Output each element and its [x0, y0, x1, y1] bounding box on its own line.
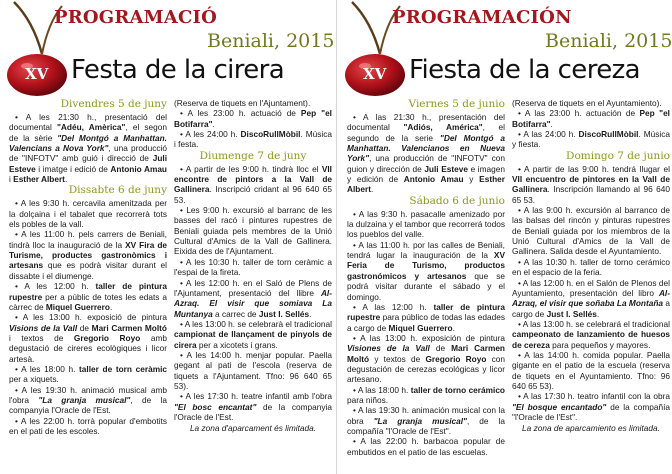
- day-heading-friday: Viernes 5 de junio: [408, 98, 505, 110]
- header: [340, 0, 672, 96]
- event: • A las 21:30 h., presentación del documental "Adiós, América", el segundo de la serie "Del Montgó a Manhattan. Valencianos en Nueva York", una producción de "INFOTV" con guion y dirección de Juli Esteve e imagen y edición de Antonio Amau y Esther Albert.: [347, 112, 506, 195]
- event: (Reserva de tiquets en el Ayuntamiento).: [512, 98, 662, 108]
- day-heading-sunday: Diumenge 7 de juny: [199, 149, 307, 162]
- column-2: [174, 98, 332, 434]
- event: • A les 13:00 h. exposició de pintura Visions de la Vall de Mari Carmen Moltó i textos de Gregorio Royo amb degustació de cireres ecològiques i licor artesà.: [9, 312, 167, 364]
- event: (Reserva de tiquets en l'Ajuntament).: [174, 98, 311, 108]
- panel-divider: [336, 0, 337, 474]
- event: • A partir de les 9:00 h. tindrà lloc el VII encontre de pintors a la Vall de Gallinera. Inscripció cridant al 96 640 65 53.: [174, 163, 332, 205]
- event: • A les 12:00 h. en el Saló de Plens de l'Ajuntament, presentació del llibre Al-Azraq. El visir que somiava La Muntanya a carrec de Just I. Sellés.: [174, 277, 332, 319]
- event: • A les 11:00 h. pels carrers de Beniali, tindrà lloc la inauguració de la XV Fira de Turisme, productes gastronòmics i artesans que es podrà visitar durant el dissabte i el diumenge.: [9, 229, 168, 281]
- event: • Les 9:00 h. excursió al barranc de les basses del racó i pintures rupestres de Beniali guiada pels membres de la Unió Cultural d'Amics de la Vall de Gallinera. Eixida des de l'Ajuntament.: [174, 205, 332, 257]
- event: • A las 9:30 h. pasacalle amenizado por la dulzaina y el tambor que recorrerá todos los pueblos del valle.: [347, 208, 505, 240]
- event: • A las 24:00 h. DiscoRullMòbil. Música y fiesta.: [512, 129, 670, 150]
- event: • A las 14:00 h. comida popular. Paella gigante en el patio de la escuela (reserva de tiquets en el Ayuntamiento. Tfno: 96 640 65 53).: [512, 349, 670, 391]
- event: • A les 18:00 h. taller de torn ceràmic per a xiquets.: [9, 363, 167, 385]
- programme-panel-castilian: [340, 0, 672, 474]
- event: • A las 13:00 h. se celebrará el tradicional campeonato de lanzamiento de huesos de cereza para pequeños y mayores.: [512, 318, 670, 350]
- day-heading-friday: Divendres 5 de juny: [60, 98, 167, 110]
- event: • A las 19:30 h. animación musical con la obra "La granja musical", de la compañía "l'Oracle de l'Est".: [347, 405, 505, 436]
- event: • A las 13:00 h. exposición de pintura Visiones de la Vall de Mari Carmen Moltó y textos de Gregorio Royo con degustación de cerezas ecológicas y licor artesano.: [347, 332, 506, 385]
- parking-note: La zona d'aparcament és limitada.: [189, 423, 317, 434]
- edition-number: XV: [25, 65, 49, 83]
- event: • A las 17:30 h. teatro infantil con la obra "El bosque encantado" de la compañía "l'Oracle de l'Est".: [512, 391, 670, 422]
- event: • A las 22:00 h. barbacoa popular de embutidos en el patio de las escuelas.: [347, 436, 505, 457]
- day-heading-saturday: Dissabte 6 de juny: [68, 184, 167, 197]
- town-year: Beniali, 2015: [545, 30, 672, 52]
- day-heading-saturday: Sábado 6 de junio: [409, 194, 505, 207]
- event: • A las 12:00 h. taller de pintura rupestre para público de todas las edades a cargo de Miquel Guerrero.: [347, 301, 505, 333]
- programme-body: [340, 98, 669, 474]
- event: • A les 24:00 h. DiscoRullMòbil. Música i festa.: [174, 129, 332, 150]
- programme-heading: PROGRAMACIÓ: [54, 7, 217, 28]
- programme-heading: PROGRAMACIÓN: [392, 7, 572, 28]
- programme-body: [2, 98, 331, 474]
- event: • A las 9:00 h. excursión al barranco de las balsas del rincón y pinturas rupestres de Beniali guiada por los miembros de la Unió Cultural d'Amics de la Vall de Gallinera. Salida desde el Ayuntamiento.: [512, 205, 670, 257]
- parking-note: La zona de aparcamiento es limitada.: [522, 423, 660, 434]
- event: • A las 10:30 h. taller de torno cerámico en el espacio de la feria.: [512, 256, 670, 278]
- edition-number: XV: [363, 65, 387, 83]
- event: • A les 9:30 h. cercavila amenitzada per la dolçaina i el tabalet que recorrerà tots els pobles de la vall.: [9, 198, 167, 230]
- event: • A les 21:30 h., presentació del documental "Adéu, Amèrica", el segon de la sèrie "Del Montgó a Manhattan. Valencians a Nova York", una producció de "INFOTV" amb guió i direcció de Juli Esteve i imatge i edició de Antonio Amau i Esther Albert.: [9, 112, 168, 185]
- event: • A las 11:00 h. por las calles de Beniali, tendrá lugar la inauguración de la XV Feria de Turismo, productos gastronómicos y artesanos que se podrá visitar durante el sábado y el domingo.: [347, 239, 505, 302]
- header: [2, 0, 335, 96]
- festival-title: Fiesta de la cereza: [409, 55, 640, 85]
- event: • A las 12:00 h. en el Salón de Plenos del Ayuntamiento, presentación del libro Al-Azraq, el visir que soñaba La Montaña a cargo de Just I. Sellés.: [512, 277, 670, 319]
- event: • A les 17:30 h. teatre infantil amb l'obra "El bosc encantat" de la companyia l'Oracle de l'Est.: [174, 391, 332, 422]
- column-2: [512, 98, 670, 434]
- day-heading-sunday: Domingo 7 de junio: [566, 149, 670, 162]
- event: • A les 23:00 h. actuació de Pep "el Botifarra".: [174, 108, 332, 129]
- event: • A les 10:30 h. taller de torn ceràmic a l'espai de la fireta.: [174, 256, 332, 278]
- town-year: Beniali, 2015: [207, 30, 335, 52]
- event: • A les 19:30 h. animació musical amb l'obra "La granja musical", de la companyia l'Oracle de l'Est.: [9, 384, 167, 416]
- column-1: [347, 98, 505, 457]
- event: • A les 22:00 h. torrà popular d'embotits en el pati de les escoles.: [9, 415, 167, 436]
- column-1: [9, 98, 167, 436]
- programme-panel-valencian: [2, 0, 335, 474]
- event: • A les 14:00 h. menjar popular. Paella gegant al pati de l'escola (reserva de tiquets a l'Ajuntament. Tfno: 96 640 65 53).: [174, 349, 332, 391]
- event: • A les 13:00 h. se celebrarà el tradicional campionat de llançament de pinyols de cirera per a xicotets i grans.: [174, 318, 332, 350]
- event: • A las 18:00 h. taller de torno cerámico para niños.: [347, 384, 506, 405]
- event: • A las 23:00 h. actuación de Pep "el Botifarra".: [512, 108, 670, 129]
- event: • A les 12:00 h. taller de pintura rupestre per a públic de totes les edats a càrrec de Miquel Guerrero.: [9, 281, 167, 312]
- festival-title: Festa de la cirera: [71, 55, 285, 85]
- event: • A partir de las 9:00 h. tendrá llugar el VII encuentro de pintores en la Vall de Gallinera. Inscripción llamando al 96 640 65 53.: [512, 163, 670, 205]
